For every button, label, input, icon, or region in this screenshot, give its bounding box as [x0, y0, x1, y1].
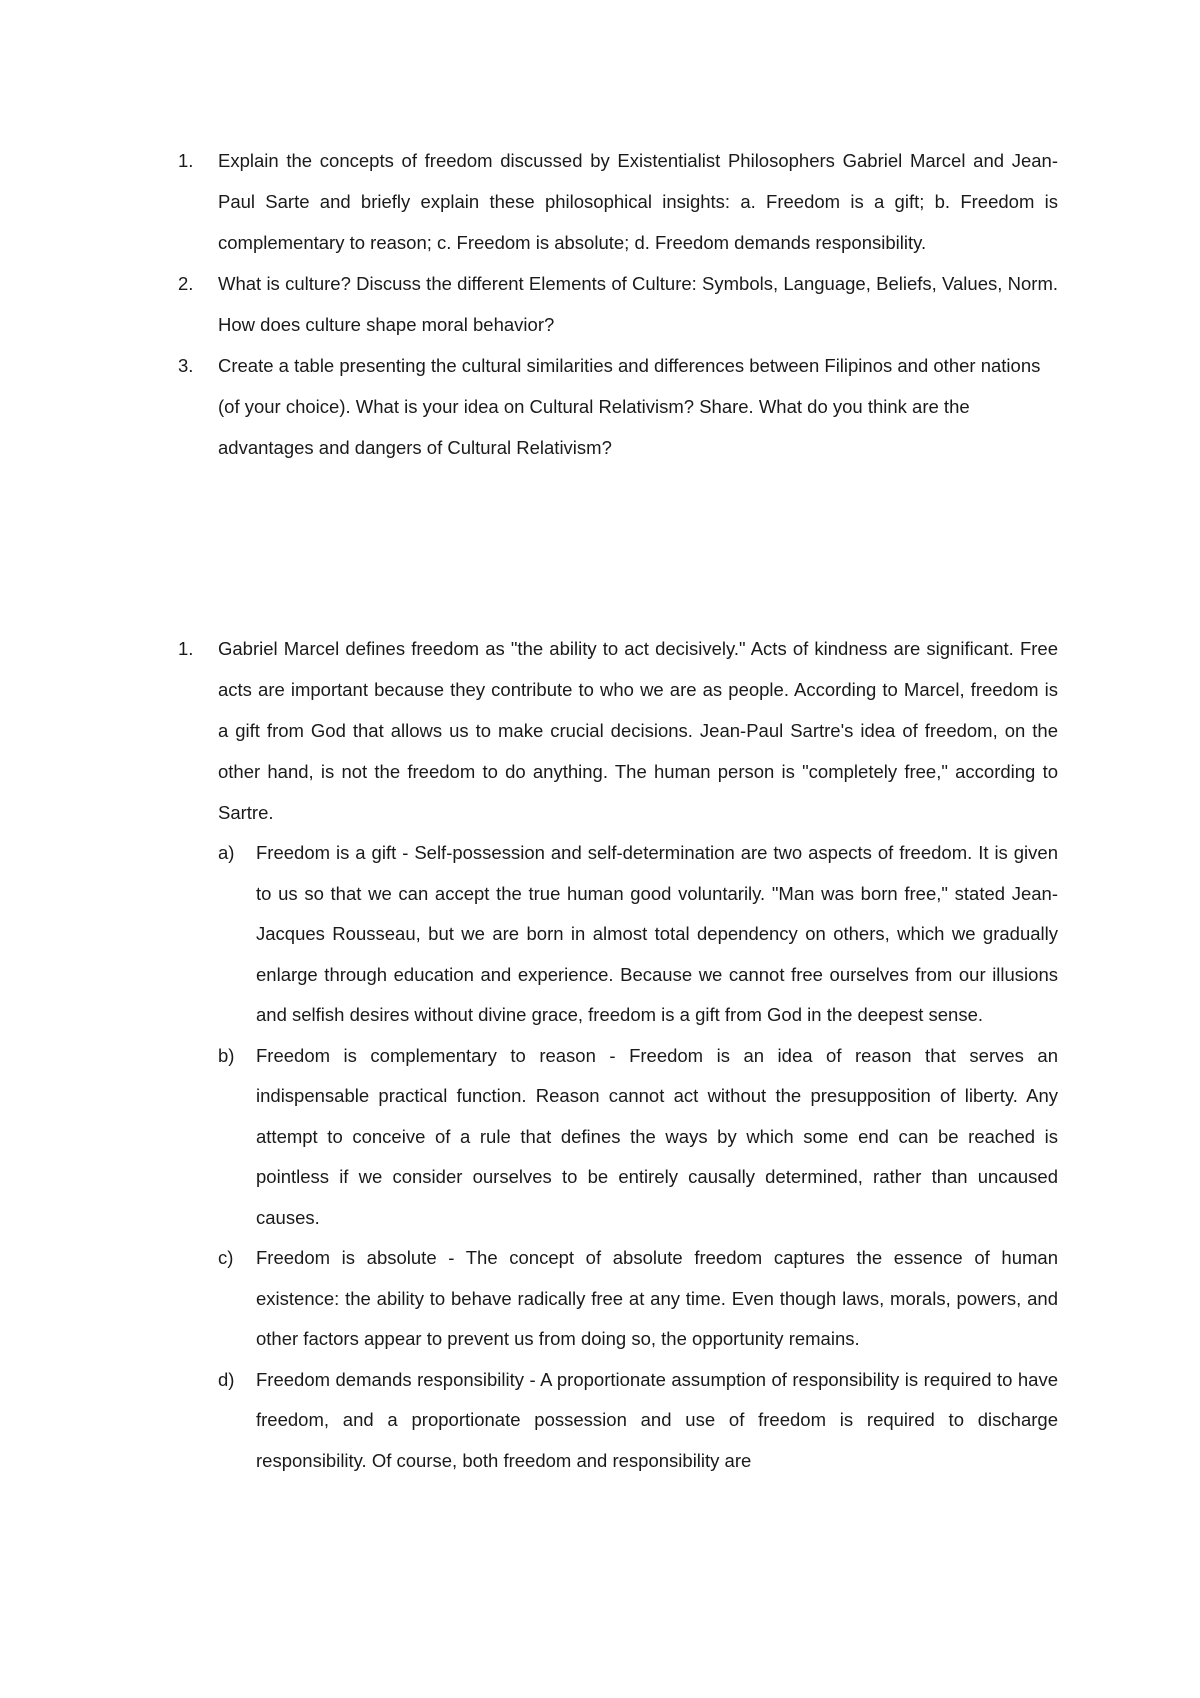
answer-subitem — [218, 1036, 1058, 1239]
subitem-letter: b) — [218, 1044, 235, 1066]
answer-number: 1. — [178, 638, 194, 659]
question-number: 1. — [178, 150, 194, 171]
answer-subitem — [218, 833, 1058, 1036]
subitem-text: Freedom is absolute - The concept of absolute freedom captures the essence of human existence: the ability to behave radically free at any time. Even though laws, morals, powers, and other factors appear to prevent us from doing so, the opportunity remains. — [256, 1247, 1058, 1349]
questions-list — [178, 140, 1058, 468]
answer-item — [178, 628, 1058, 1481]
question-text: What is culture? Discuss the different Elements of Culture: Symbols, Language, Beliefs, Values, Norm. How does culture shape moral behavior? — [218, 273, 1058, 335]
subitem-letter: a) — [218, 842, 235, 863]
answer-subitem — [218, 1238, 1058, 1360]
subitem-text: Freedom is a gift - Self-possession and self-determination are two aspects of freedom. It is given to us so that we can accept the true human good voluntarily. "Man was born free," stated Jean-Jacques Rousseau, but we are born in almost total dependency on others, which we gradually enlarge through education and experience. Because we cannot free ourselves from our illusions and selfish desires without divine grace, freedom is a gift from God in the deepest sense. — [256, 842, 1058, 1025]
answer-subitem — [218, 1360, 1058, 1482]
question-item — [178, 263, 1058, 345]
answer-text: Gabriel Marcel defines freedom as "the ability to act decisively." Acts of kindness are significant. Free acts are important because they contribute to who we are as people. According to Marcel, freedom is a gift from God that allows us to make crucial decisions. Jean-Paul Sartre's idea of freedom, on the other hand, is not the freedom to do anything. The human person is "completely free," according to Sartre. — [218, 638, 1058, 823]
answer-subitems — [218, 833, 1058, 1481]
question-number: 3. — [178, 355, 194, 376]
subitem-letter: c) — [218, 1247, 234, 1268]
question-item — [178, 140, 1058, 263]
subitem-text: Freedom demands responsibility - A proportionate assumption of responsibility is required to have freedom, and a proportionate possession and use of freedom is required to discharge responsibility. Of course, both freedom and responsibility are — [256, 1368, 1058, 1471]
question-item — [178, 345, 1058, 468]
question-text: Create a table presenting the cultural similarities and differences between Filipinos and other nations (of your choice). What is your idea on Cultural Relativism? Share. What do you think are the advantages and dangers of Cultural Relativism? — [218, 355, 1041, 458]
answers-list — [178, 628, 1058, 1481]
subitem-letter: d) — [218, 1368, 235, 1390]
subitem-text: Freedom is complementary to reason - Freedom is an idea of reason that serves an indispensable practical function. Reason cannot act without the presupposition of liberty. Any attempt to conceive of a rule that defines the ways by which some end can be reached is pointless if we consider ourselves to be entirely causally determined, rather than uncaused causes. — [256, 1044, 1058, 1228]
question-text: Explain the concepts of freedom discussed by Existentialist Philosophers Gabriel Marcel and Jean-Paul Sarte and briefly explain these philosophical insights: a. Freedom is a gift; b. Freedom is complementary to reason; c. Freedom is absolute; d. Freedom demands responsibility. — [218, 150, 1058, 253]
question-number: 2. — [178, 273, 194, 294]
